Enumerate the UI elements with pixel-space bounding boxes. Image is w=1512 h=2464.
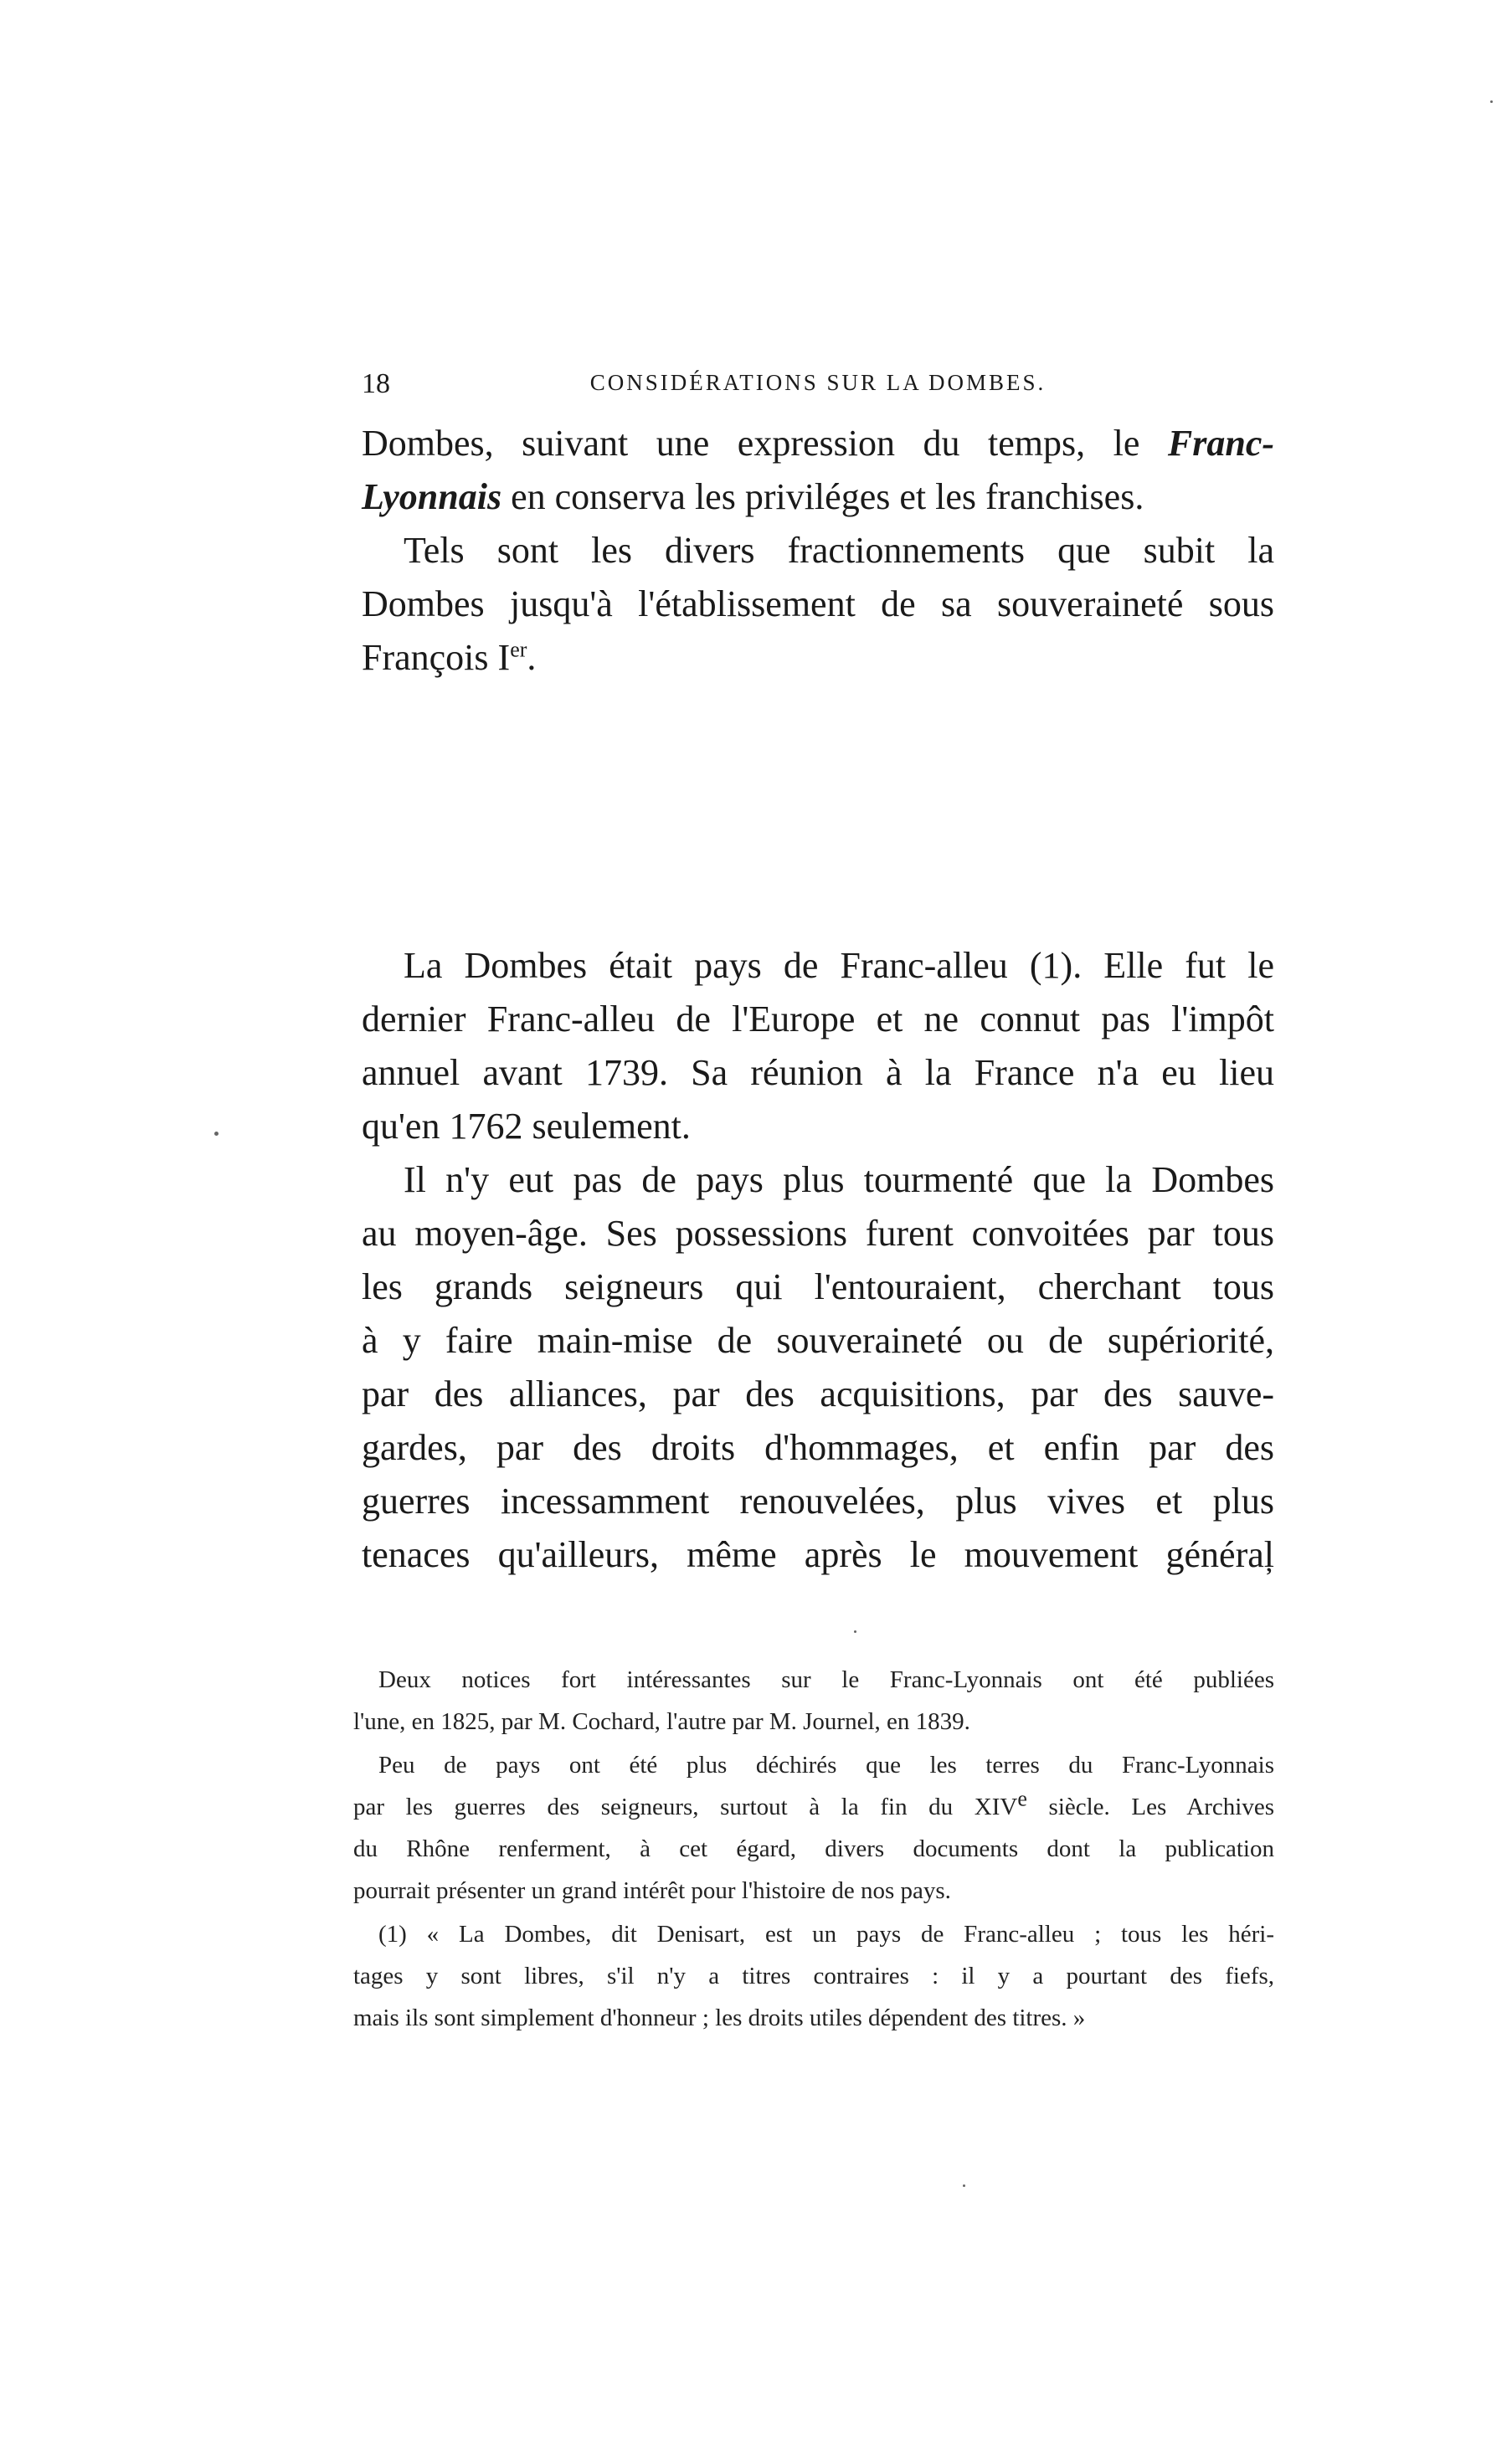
paragraph-4-line-8: tenaces qu'ailleurs, même après le mouvement généraļ (362, 1534, 1274, 1575)
text-span: François I (362, 637, 511, 678)
emphasis-lyonnais: Lyonnais (362, 476, 502, 517)
emphasis-franc: Franc- (1167, 423, 1275, 464)
paragraph-4-line-1: Il n'y eut pas de pays plus tourmenté que la Dombes (404, 1159, 1274, 1200)
footnote-3-line-2: tages y sont libres, s'il n'y a titres contraires : il y a pourtant des fiefs, (353, 1963, 1274, 1989)
footnote-2-line-1: Peu de pays ont été plus déchirés que les terres du Franc-Lyonnais (378, 1752, 1274, 1779)
footnote-2-line-3: du Rhône renferment, à cet égard, divers documents dont la publication (353, 1835, 1274, 1862)
text-span: en conserva les priviléges et les franchises. (511, 476, 1144, 517)
paragraph-4-line-3: les grands seigneurs qui l'entouraient, cherchant tous (362, 1266, 1274, 1307)
scan-speck (214, 1132, 219, 1136)
footnote-2-line-2 (353, 1786, 1274, 1828)
footnote-3-line-3: mais ils sont simplement d'honneur ; les droits utiles dépendent des titres. » (353, 2005, 1086, 2031)
paragraph-3-line-3: annuel avant 1739. Sa réunion à la France n'a eu lieu (362, 1052, 1274, 1093)
text-span: . (527, 637, 537, 678)
paragraph-3-line-4: qu'en 1762 seulement. (362, 1106, 691, 1147)
paragraph-1-line-1 (362, 418, 1274, 469)
footnote-1-line-1: Deux notices fort intéressantes sur le Franc-Lyonnais ont été publiées (378, 1666, 1274, 1693)
footnote-1-line-2: l'une, en 1825, par M. Cochard, l'autre par M. Journel, en 1839. (353, 1708, 970, 1735)
paragraph-4-line-5: par des alliances, par des acquisitions, par des sauve- (362, 1373, 1274, 1414)
footnote-3-line-1: (1) « La Dombes, dit Denisart, est un pays de Franc-alleu ; tous les héri- (378, 1921, 1274, 1948)
paragraph-4-line-6: gardes, par des droits d'hommages, et enfin par des (362, 1427, 1274, 1468)
paragraph-4-line-7: guerres incessamment renouvelées, plus vives et plus (362, 1481, 1274, 1522)
paragraph-3-line-1: La Dombes était pays de Franc-alleu (1). Elle fut le (404, 945, 1274, 986)
superscript: er (510, 637, 527, 662)
scan-speck (854, 1630, 856, 1633)
paragraph-3-line-2: dernier Franc-alleu de l'Europe et ne connut pas l'impôt (362, 998, 1274, 1040)
running-head (362, 368, 1274, 402)
superscript: e (1017, 1786, 1027, 1811)
paragraph-4-line-4: à y faire main-mise de souveraineté ou de supériorité, (362, 1320, 1274, 1361)
footnote-2-line-4: pourrait présenter un grand intérêt pour l'histoire de nos pays. (353, 1877, 951, 1904)
text-span: par les guerres des seigneurs, surtout à la fin du XIV (353, 1794, 1018, 1820)
scan-speck (963, 2184, 965, 2187)
text-span: siècle. Les Archives (1026, 1794, 1274, 1820)
paragraph-2-line-1: Tels sont les divers fractionnements que subit la (404, 530, 1274, 571)
running-title: CONSIDÉRATIONS SUR LA DOMBES. (589, 370, 1047, 395)
paragraph-1-line-2 (362, 472, 1274, 522)
paragraph-2-line-2: Dombes jusqu'à l'établissement de sa souveraineté sous (362, 583, 1274, 624)
page-number: 18 (362, 368, 390, 399)
text-span: Dombes, suivant une expression du temps, le (362, 423, 1140, 464)
scan-speck (1490, 100, 1493, 103)
paragraph-2-line-3 (362, 633, 1274, 683)
paragraph-4-line-2: au moyen-âge. Ses possessions furent convoitées par tous (362, 1213, 1274, 1254)
